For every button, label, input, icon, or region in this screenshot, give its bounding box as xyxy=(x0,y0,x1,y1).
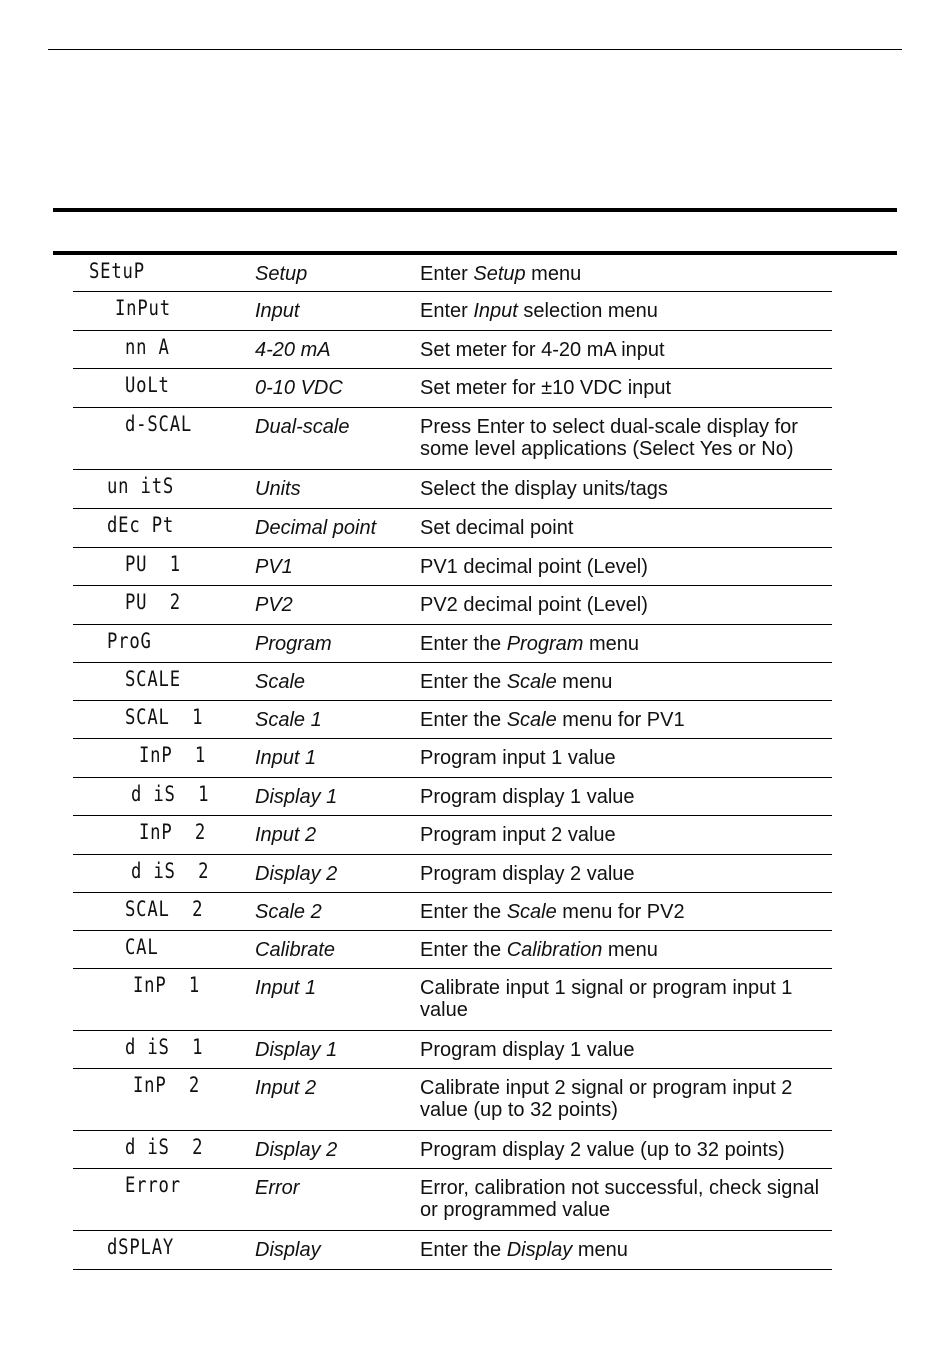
display-code: InP 2 xyxy=(133,1073,201,1097)
parameter-name: Units xyxy=(255,478,301,500)
display-code: d-SCAL xyxy=(125,412,193,436)
parameter-description: Set decimal point xyxy=(420,517,574,539)
parameter-description: PV2 decimal point (Level) xyxy=(420,594,648,616)
parameter-description: Enter the Program menu xyxy=(420,633,640,655)
table-row xyxy=(73,331,832,369)
parameter-name: Display xyxy=(255,1239,321,1261)
display-code: SCALE xyxy=(125,667,181,691)
table-row xyxy=(73,893,832,931)
parameter-description: Error, calibration not successful, check signal or programmed value xyxy=(420,1177,820,1221)
display-code: d iS 2 xyxy=(131,859,210,883)
parameter-name: Setup xyxy=(255,263,308,285)
display-code: SCAL 2 xyxy=(125,897,204,921)
top-rule xyxy=(48,49,902,50)
parameter-description: Program display 1 value xyxy=(420,1039,635,1061)
parameter-name: Display 1 xyxy=(255,1039,338,1061)
table-row xyxy=(73,292,832,331)
table-row xyxy=(73,816,832,855)
parameter-name: Error xyxy=(255,1177,300,1199)
parameter-name: Program xyxy=(255,633,332,655)
display-code: d iS 2 xyxy=(125,1135,204,1159)
table-row xyxy=(73,931,832,969)
parameter-name: Input xyxy=(255,300,300,322)
display-code: PU 1 xyxy=(125,552,181,576)
parameter-name: Display 2 xyxy=(255,1139,338,1161)
table-row xyxy=(73,1069,832,1131)
table-row xyxy=(73,255,832,292)
display-code: un itS xyxy=(107,474,175,498)
menu-name-emphasis: Scale xyxy=(506,901,557,923)
display-code: InP 1 xyxy=(139,743,207,767)
parameter-description: Enter Input selection menu xyxy=(420,300,658,322)
table-row xyxy=(73,625,832,663)
parameter-description: Enter the Scale menu for PV2 xyxy=(420,901,685,923)
parameter-name: Display 2 xyxy=(255,863,338,885)
parameter-name: Decimal point xyxy=(255,517,377,539)
parameter-name: PV2 xyxy=(255,594,293,616)
display-code: dEc Pt xyxy=(107,513,175,537)
parameter-description: Enter the Scale menu for PV1 xyxy=(420,709,685,731)
parameter-description: Calibrate input 2 signal or program input 2 value (up to 32 points) xyxy=(420,1077,793,1121)
menu-name-emphasis: Calibration xyxy=(506,939,603,961)
parameter-description: Program input 1 value xyxy=(420,747,616,769)
display-code: PU 2 xyxy=(125,590,181,614)
display-code: d iS 1 xyxy=(125,1035,204,1059)
display-code: Error xyxy=(125,1173,181,1197)
display-code: dSPLAY xyxy=(107,1235,175,1259)
parameter-name: Input 2 xyxy=(255,1077,317,1099)
parameter-name: 4-20 mA xyxy=(255,339,331,361)
parameter-name: Input 1 xyxy=(255,747,317,769)
parameter-description: Press Enter to select dual-scale display for some level applications (Select Yes or No) xyxy=(420,416,798,460)
menu-name-emphasis: Display xyxy=(506,1239,573,1261)
table-row xyxy=(73,1169,832,1231)
table-row xyxy=(73,739,832,778)
table-row xyxy=(73,548,832,586)
parameter-description: PV1 decimal point (Level) xyxy=(420,556,648,578)
display-code: UoLt xyxy=(125,373,170,397)
display-code: nn A xyxy=(125,335,170,359)
parameter-description: Program display 2 value (up to 32 points) xyxy=(420,1139,785,1161)
parameter-name: Scale 2 xyxy=(255,901,322,923)
parameter-description: Program display 2 value xyxy=(420,863,635,885)
parameter-name: Scale 1 xyxy=(255,709,322,731)
menu-name-emphasis: Setup xyxy=(473,263,526,285)
parameter-description: Set meter for 4-20 mA input xyxy=(420,339,665,361)
menu-table xyxy=(73,255,832,1270)
display-code: InP 2 xyxy=(139,820,207,844)
parameter-name: Input 1 xyxy=(255,977,317,999)
table-row xyxy=(73,778,832,816)
parameter-description: Program display 1 value xyxy=(420,786,635,808)
table-row xyxy=(73,509,832,548)
parameter-description: Enter the Calibration menu xyxy=(420,939,658,961)
table-row xyxy=(73,969,832,1031)
parameter-name: Dual-scale xyxy=(255,416,350,438)
table-row xyxy=(73,586,832,625)
display-code: ProG xyxy=(107,629,152,653)
parameter-name: Display 1 xyxy=(255,786,338,808)
table-row xyxy=(73,470,832,509)
display-code: d iS 1 xyxy=(131,782,210,806)
table-row xyxy=(73,1131,832,1169)
menu-name-emphasis: Scale xyxy=(506,709,557,731)
parameter-name: Calibrate xyxy=(255,939,336,961)
table-row xyxy=(73,663,832,701)
table-row xyxy=(73,408,832,470)
parameter-name: Scale xyxy=(255,671,306,693)
table-row xyxy=(73,369,832,408)
menu-name-emphasis: Scale xyxy=(506,671,557,693)
parameter-description: Set meter for ±10 VDC input xyxy=(420,377,672,399)
parameter-description: Enter the Display menu xyxy=(420,1239,628,1261)
menu-name-emphasis: Program xyxy=(506,633,584,655)
parameter-description: Select the display units/tags xyxy=(420,478,668,500)
display-code: SEtuP xyxy=(89,259,145,283)
parameter-description: Enter Setup menu xyxy=(420,263,582,285)
parameter-name: 0-10 VDC xyxy=(255,377,343,399)
display-code: InP 1 xyxy=(133,973,201,997)
display-code: SCAL 1 xyxy=(125,705,204,729)
display-code: CAL xyxy=(125,935,159,959)
table-top-rule xyxy=(53,208,897,212)
table-row xyxy=(73,701,832,739)
parameter-description: Program input 2 value xyxy=(420,824,616,846)
menu-name-emphasis: Input xyxy=(473,300,518,322)
parameter-description: Enter the Scale menu xyxy=(420,671,613,693)
table-row xyxy=(73,1031,832,1069)
display-code: InPut xyxy=(115,296,171,320)
parameter-description: Calibrate input 1 signal or program input 1 value xyxy=(420,977,793,1021)
table-row xyxy=(73,1231,832,1270)
parameter-name: PV1 xyxy=(255,556,293,578)
parameter-name: Input 2 xyxy=(255,824,317,846)
table-row xyxy=(73,855,832,893)
